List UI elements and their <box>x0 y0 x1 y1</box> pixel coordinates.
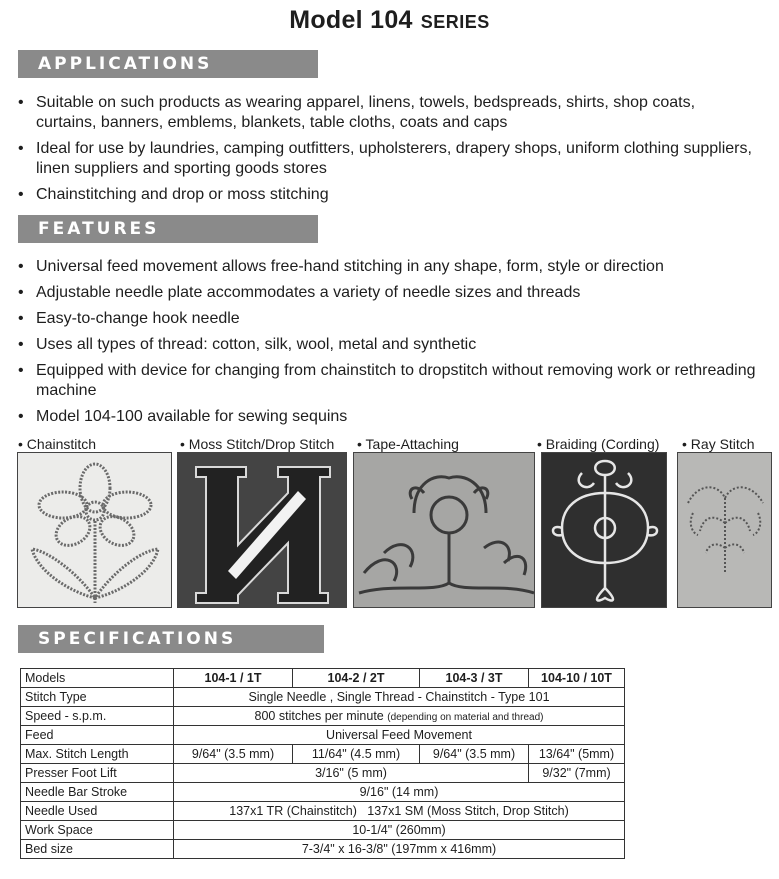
list-item: • Equipped with device for changing from chainstitch to dropstitch without removing work or rethreading machine <box>18 362 756 399</box>
features-list <box>18 257 758 433</box>
table-row <box>21 726 625 745</box>
table-cell: Needle Used <box>21 802 174 821</box>
table-cell: Needle Bar Stroke <box>21 783 174 802</box>
table-cell: Feed <box>21 726 174 745</box>
applications-list <box>18 93 758 211</box>
list-item: • Universal feed movement allows free-hand stitching in any shape, form, style or direction <box>18 258 664 275</box>
table-cell: 137x1 TR (Chainstitch) 137x1 SM (Moss Stitch, Drop Stitch) <box>174 802 625 821</box>
model-title: Model 104 <box>289 6 413 34</box>
table-cell: 104-3 / 3T <box>420 669 529 688</box>
list-item: • Easy-to-change hook needle <box>18 310 240 327</box>
table-row <box>21 821 625 840</box>
table-row <box>21 707 625 726</box>
table-row <box>21 840 625 859</box>
specifications-table <box>20 668 625 859</box>
table-row <box>21 688 625 707</box>
braiding-image <box>541 452 667 608</box>
series-label: SERIES <box>420 12 490 32</box>
table-cell: Max. Stitch Length <box>21 745 174 764</box>
moss-stitch-image <box>177 452 347 608</box>
table-row <box>21 802 625 821</box>
table-row <box>21 669 625 688</box>
chainstitch-image <box>17 452 172 608</box>
list-item: • Model 104-100 available for sewing sequins <box>18 408 348 425</box>
sample-caption: • Moss Stitch/Drop Stitch <box>180 436 335 452</box>
sample-caption: • Braiding (Cording) <box>537 436 660 452</box>
sample-caption: • Ray Stitch <box>682 436 755 452</box>
table-cell: Stitch Type <box>21 688 174 707</box>
list-item: • Chainstitching and drop or moss stitching <box>18 186 329 203</box>
table-cell: 10-1/4" (260mm) <box>174 821 625 840</box>
table-cell: Models <box>21 669 174 688</box>
sample-caption: • Chainstitch <box>18 436 97 452</box>
table-cell: Speed - s.p.m. <box>21 707 174 726</box>
table-cell: 800 stitches per minute (depending on material and thread) <box>174 707 625 726</box>
table-row <box>21 745 625 764</box>
tape-attaching-image <box>353 452 535 608</box>
table-cell: Work Space <box>21 821 174 840</box>
applications-heading: APPLICATIONS <box>18 50 318 78</box>
table-row <box>21 764 625 783</box>
table-cell: Universal Feed Movement <box>174 726 625 745</box>
specifications-heading: SPECIFICATIONS <box>18 625 324 653</box>
table-cell: 9/64" (3.5 mm) <box>174 745 293 764</box>
page-title <box>0 6 779 35</box>
table-cell: Single Needle , Single Thread - Chainstitch - Type 101 <box>174 688 625 707</box>
list-item: • Uses all types of thread: cotton, silk, wool, metal and synthetic <box>18 336 477 353</box>
sample-caption: • Tape-Attaching <box>357 436 459 452</box>
list-item: • Ideal for use by laundries, camping outfitters, upholsterers, drapery shops, uniform clothing suppliers, linen suppliers and sporting goods stores <box>18 140 752 177</box>
table-cell: Presser Foot Lift <box>21 764 174 783</box>
list-item: • Suitable on such products as wearing apparel, linens, towels, bedspreads, shirts, shop coats, curtains, banners, emblems, blankets, table cloths, coats and caps <box>18 94 696 131</box>
table-cell: Bed size <box>21 840 174 859</box>
table-cell: 11/64" (4.5 mm) <box>293 745 420 764</box>
table-cell: 9/32" (7mm) <box>529 764 625 783</box>
table-cell: 9/16" (14 mm) <box>174 783 625 802</box>
ray-stitch-image <box>677 452 772 608</box>
table-cell: 104-10 / 10T <box>529 669 625 688</box>
table-cell: 7-3/4" x 16-3/8" (197mm x 416mm) <box>174 840 625 859</box>
features-heading: FEATURES <box>18 215 318 243</box>
table-cell: 104-1 / 1T <box>174 669 293 688</box>
table-cell: 104-2 / 2T <box>293 669 420 688</box>
list-item: • Adjustable needle plate accommodates a variety of needle sizes and threads <box>18 284 581 301</box>
table-row <box>21 783 625 802</box>
table-cell: 13/64" (5mm) <box>529 745 625 764</box>
table-cell: 3/16" (5 mm) <box>174 764 529 783</box>
table-cell: 9/64" (3.5 mm) <box>420 745 529 764</box>
